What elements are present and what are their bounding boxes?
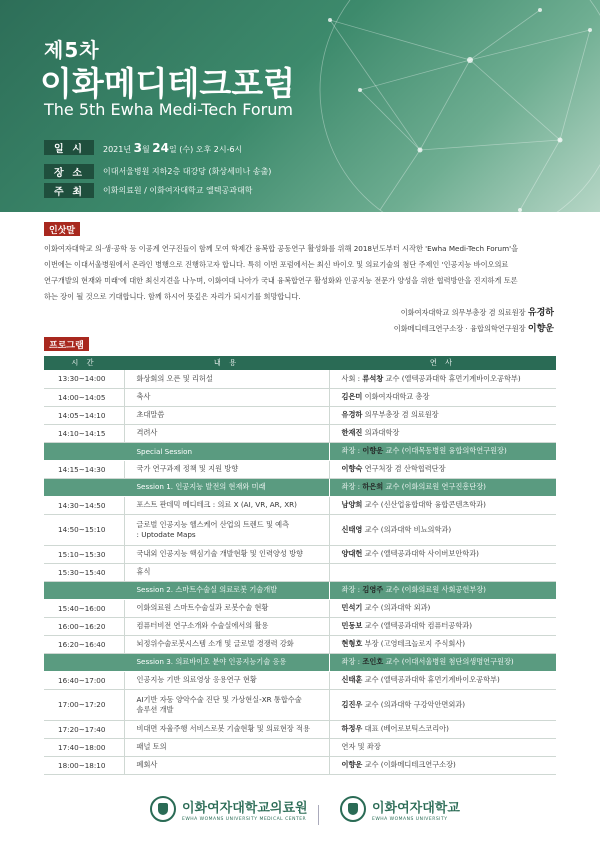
row-speaker: 이향숙 연구처장 겸 산학협력단장: [329, 460, 556, 478]
info-value: 이화의료원 / 이화여자대학교 엘텍공과대학: [103, 186, 253, 195]
info-label: 일 시: [44, 140, 94, 155]
row-content: 축사: [124, 388, 329, 406]
row-speaker: 민동보 교수 (엘텍공과대학 컴퓨터공학과): [329, 617, 556, 635]
row-speaker: 남양희 교수 (신산업융합대학 융합콘텐츠학과): [329, 496, 556, 514]
program-row: [44, 689, 556, 720]
medical-center-logo: 이화여자대학교의료원 EWHA WOMANS UNIVERSITY MEDICAL CENTER: [150, 796, 308, 822]
row-time: [44, 581, 124, 599]
signer-2: 이화메디테크연구소장 · 융합의학연구원장 이향운: [393, 324, 554, 334]
row-content: Session 1. 인공지능 발전의 현재와 미래: [124, 478, 329, 496]
row-content: Session 3. 의료바이오 분야 인공지능기술 응용: [124, 653, 329, 671]
row-speaker: 신태훈 교수 (엘텍공과대학 휴먼기계바이오공학부): [329, 671, 556, 689]
row-content: 컴퓨터비전 연구소개와 수술실에서의 활용: [124, 617, 329, 635]
program-table: [44, 356, 556, 775]
row-speaker: 신태영 교수 (의과대학 비뇨의학과): [329, 514, 556, 545]
row-content: 화상회의 오픈 및 리허설: [124, 370, 329, 388]
row-speaker: 사회 : 류석창 교수 (엘텍공과대학 휴먼기계바이오공학부): [329, 370, 556, 388]
info-label: 장 소: [44, 164, 94, 179]
row-speaker: 좌장 : 이향운 교수 (이대목동병원 융합의학연구원장): [329, 442, 556, 460]
program-row: [44, 460, 556, 478]
row-speaker: 하정우 대표 (베어로보틱스코리아): [329, 720, 556, 738]
program-row: [44, 406, 556, 424]
medical-center-emblem-icon: [150, 796, 176, 822]
row-time: 17:40~18:00: [44, 738, 124, 756]
row-content: 글로벌 인공지능 헬스케어 산업의 트렌드 및 예측 : Uptodate Maps: [124, 514, 329, 545]
row-time: 13:30~14:00: [44, 370, 124, 388]
info-host: [44, 183, 252, 198]
program-row: [44, 671, 556, 689]
row-speaker: 양대헌 교수 (엘텍공과대학 사이버보안학과): [329, 545, 556, 563]
row-time: [44, 478, 124, 496]
row-content: 국내외 인공지능 핵심기술 개발현황 및 인력양성 방향: [124, 545, 329, 563]
row-speaker: 김진우 교수 (의과대학 구강악안면외과): [329, 689, 556, 720]
info-venue: [44, 164, 271, 179]
row-content: 폐회사: [124, 756, 329, 774]
header-time: 시 간: [44, 356, 124, 370]
edition-label: 제5차: [44, 38, 100, 62]
session-row: [44, 581, 556, 599]
row-content: Session 2. 스마트수술실 의료로봇 기술개발: [124, 581, 329, 599]
info-label: 주 최: [44, 183, 94, 198]
row-speaker: 좌장 : 조인호 교수 (이대서울병원 첨단의생명연구원장): [329, 653, 556, 671]
row-content: 이화의료원 스마트수술실과 로봇수술 현황: [124, 599, 329, 617]
program-row: [44, 738, 556, 756]
row-time: 14:30~14:50: [44, 496, 124, 514]
row-content: AI기반 자동 양악수술 진단 및 가상현실-XR 통합수술 솔루션 개발: [124, 689, 329, 720]
row-time: [44, 442, 124, 460]
row-time: 16:20~16:40: [44, 635, 124, 653]
row-time: 14:10~14:15: [44, 424, 124, 442]
session-row: [44, 442, 556, 460]
row-speaker: 현형호 부장 (고영테크놀로지 주식회사): [329, 635, 556, 653]
program-row: [44, 720, 556, 738]
row-time: 15:10~15:30: [44, 545, 124, 563]
row-speaker: 유경하 의무부총장 겸 의료원장: [329, 406, 556, 424]
program-row: [44, 617, 556, 635]
footer: [0, 791, 600, 849]
forum-title-korean: 이화메디테크포럼: [40, 64, 296, 103]
session-row: [44, 653, 556, 671]
row-speaker: 좌장 : 김영주 교수 (이화의료원 사회공헌부장): [329, 581, 556, 599]
row-time: 14:00~14:05: [44, 388, 124, 406]
program-header-row: [44, 356, 556, 370]
row-time: 17:00~17:20: [44, 689, 124, 720]
row-content: 국가 연구과제 정책 및 지원 방향: [124, 460, 329, 478]
row-content: Special Session: [124, 442, 329, 460]
row-time: 18:00~18:10: [44, 756, 124, 774]
row-time: 14:15~14:30: [44, 460, 124, 478]
header-banner: [0, 0, 600, 212]
program-row: [44, 635, 556, 653]
signer-1: 이화여자대학교 의무부총장 겸 의료원장 유경하: [400, 308, 554, 318]
info-date: [44, 140, 242, 155]
forum-title-english: The 5th Ewha Medi-Tech Forum: [44, 100, 293, 119]
row-time: 16:00~16:20: [44, 617, 124, 635]
program-row: [44, 756, 556, 774]
row-time: 16:40~17:00: [44, 671, 124, 689]
row-time: [44, 653, 124, 671]
row-content: 휴식: [124, 563, 329, 581]
row-speaker: 좌장 : 하은희 교수 (이화의료원 연구진흥단장): [329, 478, 556, 496]
program-row: [44, 388, 556, 406]
row-time: 15:40~16:00: [44, 599, 124, 617]
info-value: 이대서울병원 지하2층 대강당 (화상세미나 송출): [103, 167, 272, 176]
row-content: 패널 토의: [124, 738, 329, 756]
greeting-text: 이화여자대학교 의·생·공학 등 이공계 연구진들이 함께 모여 학제간 융복합 공동연구 활성화를 위해 2018년도부터 시작한 'Ewha Medi-Tech Forum'을 이번에는 이대서울병원에서 온라인 병행으로 진행하고자 합니다. 특히 이번 포럼에서는 최신 바이오 및 의료기술의 첨단 주제인 '인공지능 바이오의료 연구개발의 현재와 미래'에 대한 최신지견을 나누며, 이화여대 나아가 국내 융복합연구 활성화와 인공지능 전문가 양성을 위한 협력방안을 진지하게 토론 하는 장이 될 것으로 기대합니다. 함께 하시어 뜻깊은 자리가 되시기를 희망합니다.: [44, 244, 519, 301]
header-content: 내 용: [124, 356, 329, 370]
greeting-label: 인삿말: [44, 222, 80, 236]
row-content: 포스트 판데믹 메디테크 : 의료 X (AI, VR, AR, XR): [124, 496, 329, 514]
row-time: 15:30~15:40: [44, 563, 124, 581]
program-row: [44, 599, 556, 617]
session-row: [44, 478, 556, 496]
row-speaker: 한재진 의과대학장: [329, 424, 556, 442]
row-time: 14:50~15:10: [44, 514, 124, 545]
university-logo: 이화여자대학교 EWHA WOMANS UNIVERSITY: [340, 796, 460, 822]
program-row: [44, 424, 556, 442]
program-row: [44, 496, 556, 514]
program-row: [44, 370, 556, 388]
row-speaker: 김은미 이화여자대학교 총장: [329, 388, 556, 406]
row-content: 인공지능 기반 의료영상 응용연구 현황: [124, 671, 329, 689]
row-content: 비대면 자율주행 서비스로봇 기술현황 및 의료현장 적용: [124, 720, 329, 738]
row-content: 초대말씀: [124, 406, 329, 424]
row-speaker: 민석기 교수 (의과대학 외과): [329, 599, 556, 617]
row-speaker: 이향운 교수 (이화메디테크연구소장): [329, 756, 556, 774]
row-time: 17:20~17:40: [44, 720, 124, 738]
row-content: 격려사: [124, 424, 329, 442]
university-emblem-icon: [340, 796, 366, 822]
header-speaker: 연 사: [329, 356, 556, 370]
program-row: [44, 545, 556, 563]
footer-divider: [318, 805, 319, 825]
row-time: 14:05~14:10: [44, 406, 124, 424]
row-speaker: 연자 및 좌장: [329, 738, 556, 756]
program-row: [44, 563, 556, 581]
info-value: 2021년 3월 24일 (수) 오후 2시-6시: [103, 140, 243, 155]
program-label: 프로그램: [44, 337, 89, 351]
row-content: 뇌정위수술로봇시스템 소개 및 글로벌 경쟁력 강화: [124, 635, 329, 653]
program-row: [44, 514, 556, 545]
row-speaker: [329, 563, 556, 581]
